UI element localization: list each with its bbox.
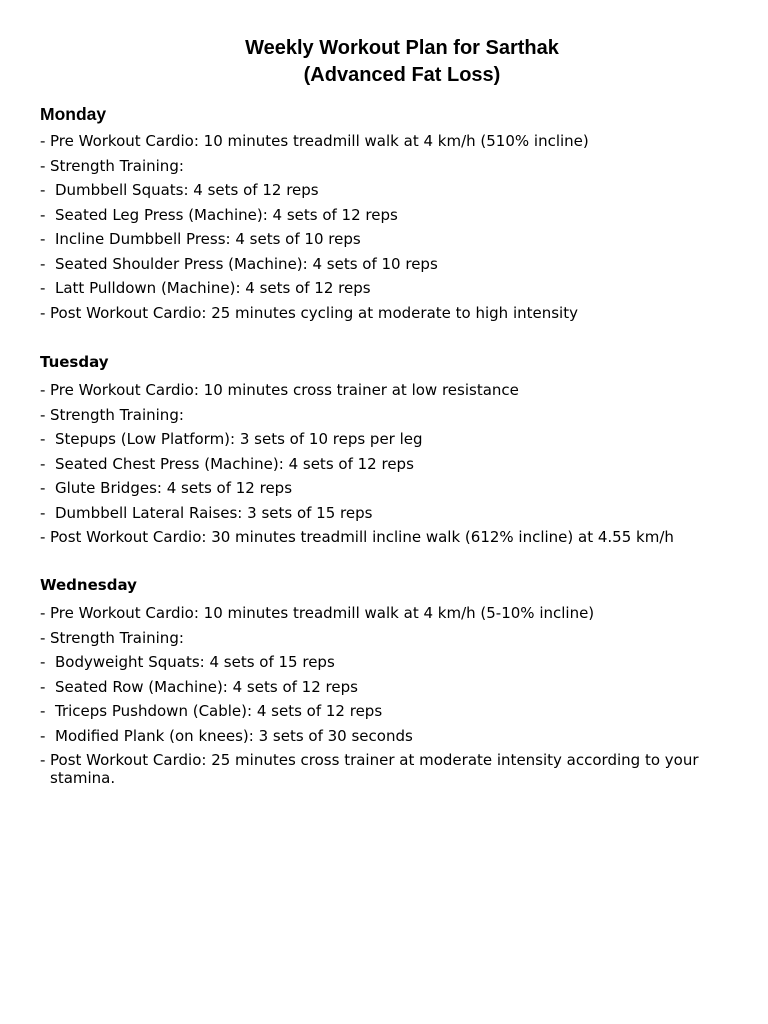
list-item [40,455,740,480]
section-tuesday [40,352,740,553]
list-item-text: Seated Chest Press (Machine): 4 sets of 12 reps [55,454,414,473]
list-item [40,479,740,504]
bullet-dash: - [40,254,46,273]
list-item-text: Triceps Pushdown (Cable): 4 sets of 12 reps [55,702,383,720]
list-item-text: Bodyweight Squats: 4 sets of 15 reps [55,653,335,671]
list-item [40,653,740,678]
bullet-dash: - [40,279,46,297]
list-item-text: Seated Row (Machine): 4 sets of 12 reps [55,677,358,696]
bullet-dash: - [40,604,46,622]
title-line-2: (Advanced Fat Loss) [303,64,501,86]
bullet-dash: - [40,503,46,522]
bullet-dash: - [40,405,46,424]
list-item [40,181,740,206]
list-item-text: Stepups (Low Platform): 3 sets of 10 reps per leg [55,430,423,448]
list-item-text: Seated Leg Press (Machine): 4 sets of 12 reps [55,205,398,224]
bullet-dash: - [40,726,46,745]
list-item [40,157,740,182]
bullet-dash: - [40,430,46,448]
list-item-text: Strength Training: [50,628,184,647]
list-item [40,255,740,280]
bullet-dash: - [40,751,46,769]
section-monday [40,104,740,328]
list-item-text: Strength Training: [50,405,184,424]
list-item-text: Dumbbell Squats: 4 sets of 12 reps [55,181,319,199]
list-item-text: Pre Workout Cardio: 10 minutes treadmill walk at 4 km/h (510% incline) [50,132,589,150]
title-line-1: Weekly Workout Plan for Sarthak [245,37,559,59]
list-item [40,528,740,553]
bullet-dash: - [40,528,46,546]
list-item [40,132,740,157]
list-item [40,304,740,329]
bullet-dash: - [40,702,46,720]
list-item-text: Post Workout Cardio: 25 minutes cycling at moderate to high intensity [50,303,578,322]
list-item-text: Latt Pulldown (Machine): 4 sets of 12 reps [55,279,371,297]
list-item-text: Post Workout Cardio: 25 minutes cross trainer at moderate intensity according to your stamina. [50,751,699,787]
list-item-text: Glute Bridges: 4 sets of 12 reps [55,479,293,497]
list-item [40,230,740,255]
bullet-dash: - [40,628,46,647]
list-item-text: Pre Workout Cardio: 10 minutes treadmill walk at 4 km/h (5-10% incline) [50,604,595,622]
list-item-text: Post Workout Cardio: 30 minutes treadmill incline walk (612% incline) at 4.55 km/h [50,528,674,546]
list-item-text: Dumbbell Lateral Raises: 3 sets of 15 reps [55,503,373,522]
bullet-dash: - [40,303,46,322]
bullet-dash: - [40,479,46,497]
bullet-dash: - [40,230,46,248]
bullet-dash: - [40,381,46,399]
list-item-text: Strength Training: [50,156,184,175]
section-wednesday [40,575,740,787]
bullet-dash: - [40,156,46,175]
list-item [40,206,740,231]
list-item [40,381,740,406]
list-item [40,629,740,654]
bullet-dash: - [40,653,46,671]
bullet-dash: - [40,181,46,199]
bullet-dash: - [40,677,46,696]
list-item-text: Pre Workout Cardio: 10 minutes cross trainer at low resistance [50,381,519,399]
list-item-text: Seated Shoulder Press (Machine): 4 sets of 10 reps [55,254,438,273]
list-item [40,279,740,304]
bullet-dash: - [40,205,46,224]
bullet-dash: - [40,454,46,473]
list-item [40,678,740,703]
list-item-text: Modified Plank (on knees): 3 sets of 30 seconds [55,726,413,745]
list-item [40,727,740,752]
document-title [0,35,768,89]
list-item [40,604,740,629]
list-item [40,504,740,529]
day-heading-monday: Monday [40,104,107,124]
day-heading-wednesday: Wednesday [40,576,137,594]
list-item [40,406,740,431]
list-item-text: Incline Dumbbell Press: 4 sets of 10 reps [55,230,361,248]
list-item [40,702,740,727]
day-heading-tuesday: Tuesday [40,353,109,371]
bullet-dash: - [40,132,46,150]
list-item [40,751,740,787]
list-item [40,430,740,455]
